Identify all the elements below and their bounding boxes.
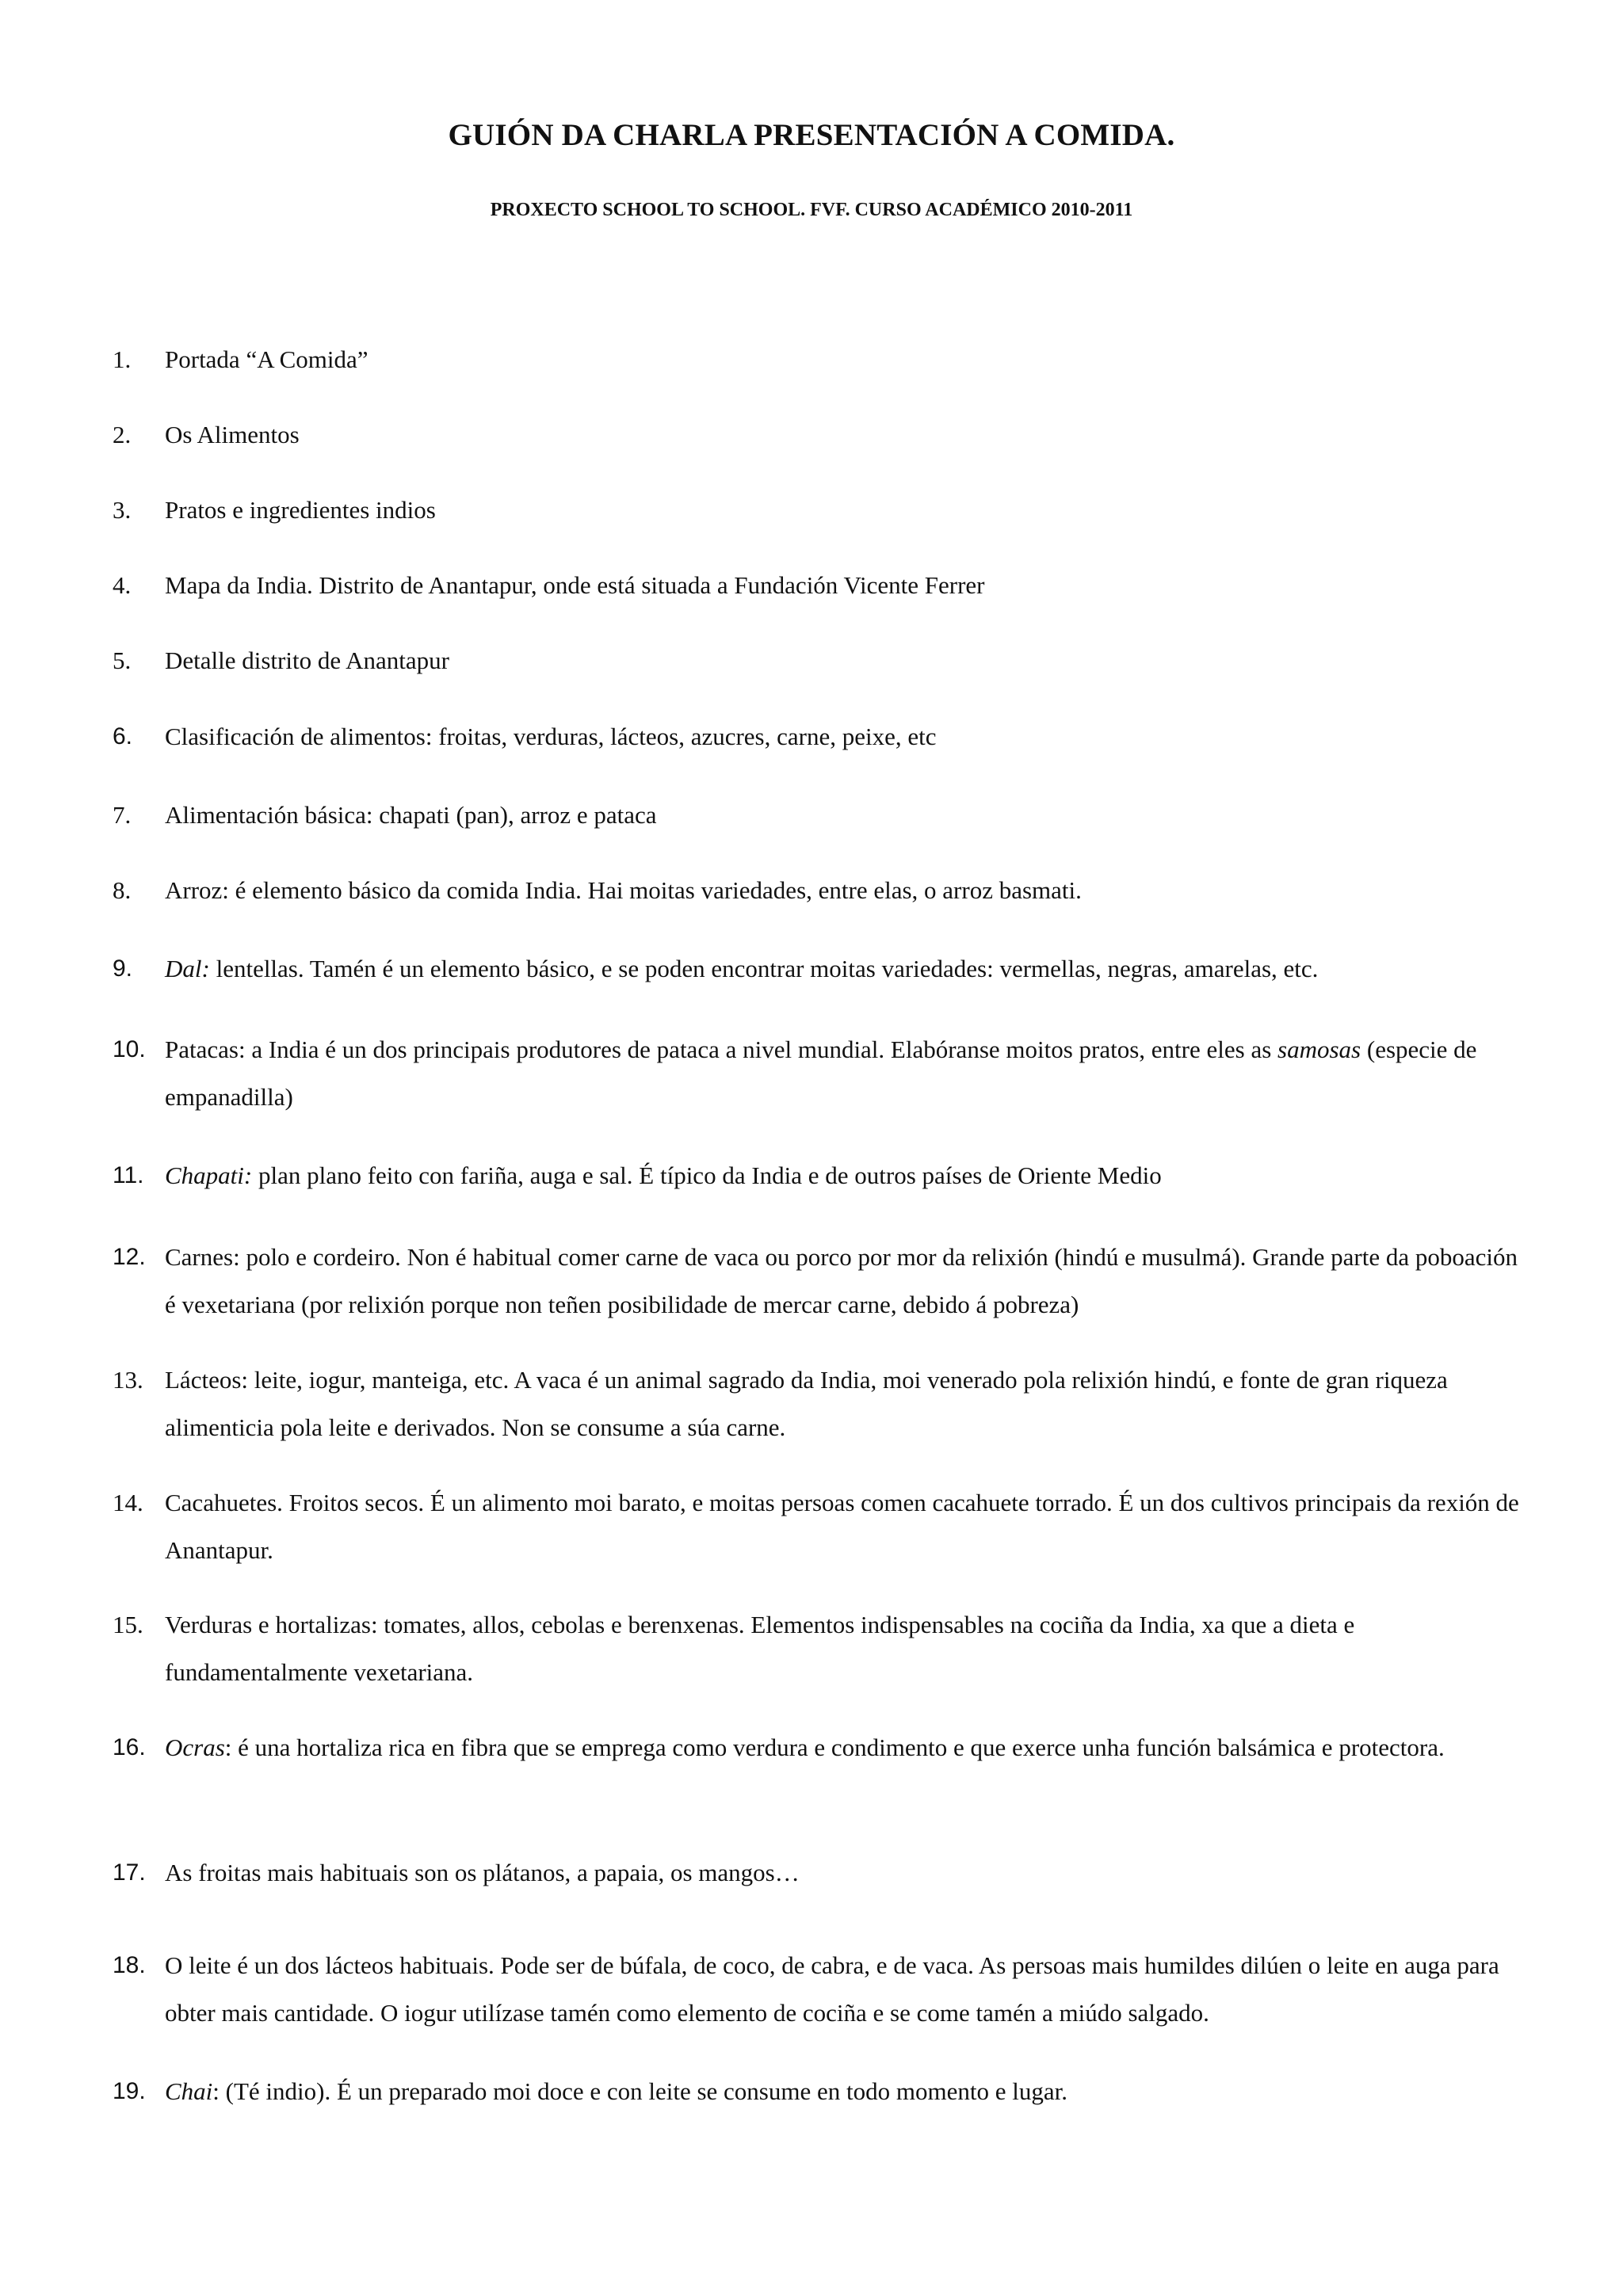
item-text: Mapa da India. Distrito de Anantapur, onde está situada a Fundación Vicente Ferrer xyxy=(165,571,985,599)
item-number: 14. xyxy=(113,1489,143,1516)
item-number: 18. xyxy=(113,1952,146,1978)
document-subtitle: PROXECTO SCHOOL TO SCHOOL. FVF. CURSO ACADÉMICO 2010-2011 xyxy=(490,200,1133,220)
item-number: 6. xyxy=(113,723,133,749)
item-text: Os Alimentos xyxy=(165,421,300,448)
item-text: Chapati: plan plano feito con fariña, auga e sal. É típico da India e de outros países de Oriente Medio xyxy=(165,1161,1162,1189)
item-number: 3. xyxy=(113,496,132,524)
item-text: Clasificación de alimentos: froitas, verduras, lácteos, azucres, carne, peixe, etc xyxy=(165,723,937,750)
item-text: Lácteos: leite, iogur, manteiga, etc. A vaca é un animal sagrado da India, moi venerado pola relixión hindú, e fonte de gran riqueza alimenticia pola leite e derivados. Non se consume a súa carne. xyxy=(165,1366,1448,1441)
item-text: Cacahuetes. Froitos secos. É un alimento moi barato, e moitas persoas comen cacahuete torrado. É un dos cultivos principais da rexión de Anantapur. xyxy=(165,1489,1519,1564)
item-number: 12. xyxy=(113,1244,146,1270)
item-text: Verduras e hortalizas: tomates, allos, cebolas e berenxenas. Elementos indispensables na cociña da India, xa que a dieta e fundamentalmente vexetariana. xyxy=(165,1611,1355,1686)
item-number: 9. xyxy=(113,955,133,982)
item-number: 16. xyxy=(113,1734,146,1760)
item-text: O leite é un dos lácteos habituais. Pode ser de búfala, de coco, de cabra, e de vaca. As persoas mais humildes dilúen o leite en auga para obter mais cantidade. O iogur utilízase tamén como elemento de cociña e se come tamén a miúdo salgado. xyxy=(165,1951,1499,2027)
item-text: Pratos e ingredientes indios xyxy=(165,496,436,524)
item-number: 4. xyxy=(113,571,132,599)
item-number: 15. xyxy=(113,1611,143,1638)
document-title: GUIÓN DA CHARLA PRESENTACIÓN A COMIDA. xyxy=(448,118,1175,152)
item-number: 11. xyxy=(113,1162,144,1188)
item-text: Portada “A Comida” xyxy=(165,345,369,373)
item-text: Carnes: polo e cordeiro. Non é habitual comer carne de vaca ou porco por mor da relixión (hindú e musulmá). Grande parte da poboación é vexetariana (por relixión porque non teñen posibilidade de mercar carne, debido á pobreza) xyxy=(165,1243,1518,1318)
item-text: As froitas mais habituais son os plátanos, a papaia, os mangos… xyxy=(165,1859,800,1886)
item-number: 5. xyxy=(113,646,132,674)
item-number: 10. xyxy=(113,1036,146,1062)
item-text: Patacas: a India é un dos principais produtores de pataca a nivel mundial. Elabóranse moitos pratos, entre eles as samosas (especie de empanadilla) xyxy=(165,1035,1477,1111)
item-number: 13. xyxy=(113,1366,143,1394)
item-text: Alimentación básica: chapati (pan), arroz e pataca xyxy=(165,801,657,829)
item-number: 2. xyxy=(113,421,132,448)
item-number: 19. xyxy=(113,2078,146,2104)
item-text: Chai: (Té indio). É un preparado moi doce e con leite se consume en todo momento e lugar. xyxy=(165,2077,1067,2105)
item-number: 8. xyxy=(113,876,132,904)
item-number: 1. xyxy=(113,345,132,373)
item-number: 17. xyxy=(113,1859,146,1886)
item-text: Arroz: é elemento básico da comida India. Hai moitas variedades, entre elas, o arroz basmati. xyxy=(165,876,1082,904)
item-text: Detalle distrito de Anantapur xyxy=(165,646,449,674)
item-text: Ocras: é una hortaliza rica en fibra que se emprega como verdura e condimento e que exerce unha función balsámica e protectora. xyxy=(165,1733,1445,1761)
item-number: 7. xyxy=(113,801,132,829)
item-text: Dal: lentellas. Tamén é un elemento básico, e se poden encontrar moitas variedades: vermellas, negras, amarelas, etc. xyxy=(165,955,1319,982)
